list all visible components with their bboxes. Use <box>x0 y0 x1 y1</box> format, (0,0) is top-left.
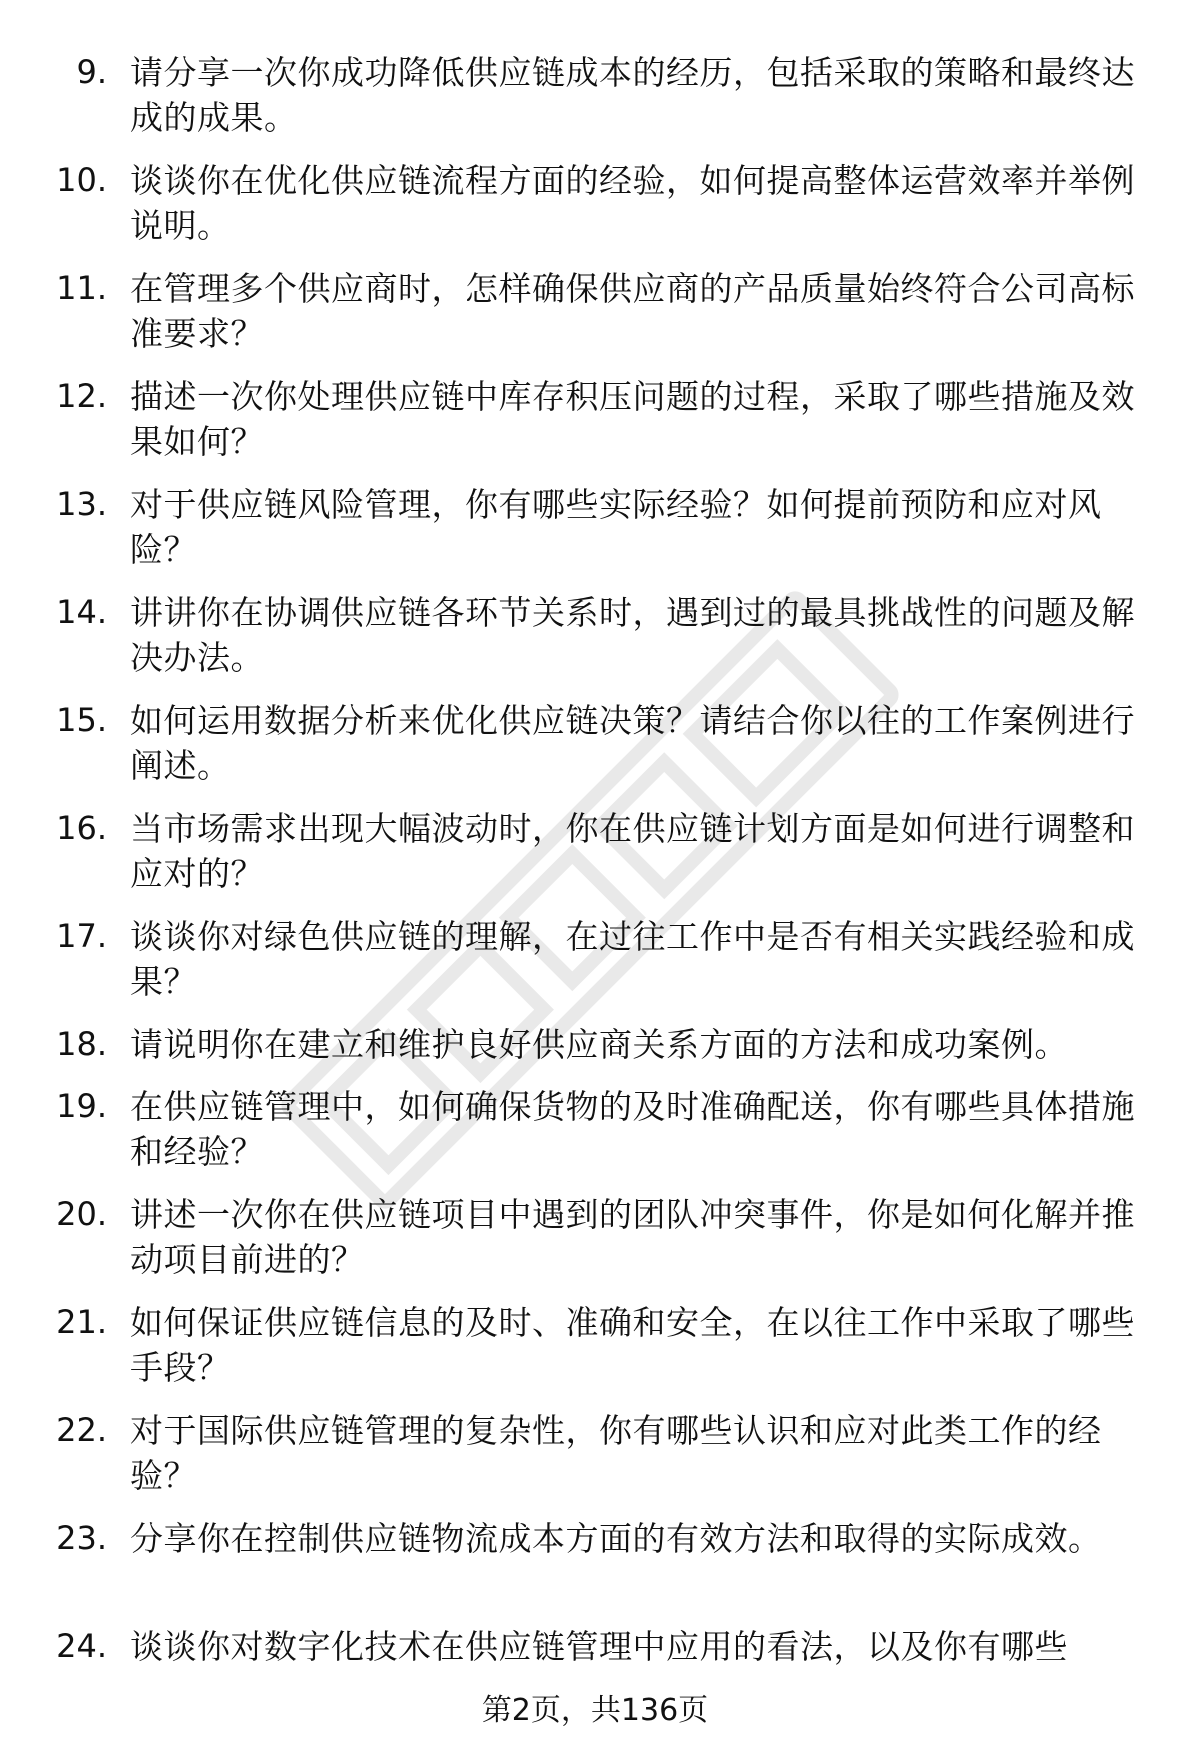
list-item <box>0 698 1190 806</box>
question-text: 请分享一次你成功降低供应链成本的经历，包括采取的策略和最终达成的成果。 <box>130 53 1135 137</box>
question-text: 当市场需求出现大幅波动时，你在供应链计划方面是如何进行调整和应对的？ <box>130 809 1135 893</box>
question-number: 20. <box>56 1195 107 1233</box>
list-item <box>0 1084 1190 1192</box>
question-text: 谈谈你在优化供应链流程方面的经验，如何提高整体运营效率并举例说明。 <box>130 161 1135 245</box>
question-number: 21. <box>56 1303 107 1341</box>
question-text: 对于国际供应链管理的复杂性，你有哪些认识和应对此类工作的经验？ <box>130 1411 1102 1495</box>
question-number: 19. <box>56 1087 107 1125</box>
list-item <box>0 1516 1190 1624</box>
question-number: 11. <box>56 269 107 307</box>
list-item <box>0 482 1190 590</box>
list-item <box>0 1408 1190 1516</box>
question-text: 在管理多个供应商时，怎样确保供应商的产品质量始终符合公司高标准要求？ <box>130 269 1135 353</box>
question-number: 14. <box>56 593 107 631</box>
question-text: 谈谈你对绿色供应链的理解，在过往工作中是否有相关实践经验和成果？ <box>130 917 1135 1001</box>
list-item <box>0 1624 1190 1686</box>
question-text: 分享你在控制供应链物流成本方面的有效方法和取得的实际成效。 <box>130 1519 1102 1558</box>
list-item <box>0 266 1190 374</box>
question-number: 17. <box>56 917 107 955</box>
question-text: 如何保证供应链信息的及时、准确和安全，在以往工作中采取了哪些手段？ <box>130 1303 1135 1387</box>
question-number: 13. <box>56 485 107 523</box>
question-number: 24. <box>56 1627 107 1665</box>
question-list <box>0 50 1190 1686</box>
list-item <box>0 50 1190 158</box>
question-number: 12. <box>56 377 107 415</box>
page-number: 第2页，共136页 <box>481 1693 709 1728</box>
question-number: 9. <box>76 53 107 91</box>
list-item <box>0 590 1190 698</box>
list-item <box>0 1300 1190 1408</box>
question-number: 18. <box>56 1025 107 1063</box>
question-text: 讲述一次你在供应链项目中遇到的团队冲突事件，你是如何化解并推动项目前进的？ <box>130 1195 1135 1279</box>
question-text: 如何运用数据分析来优化供应链决策？请结合你以往的工作案例进行阐述。 <box>130 701 1135 785</box>
question-number: 23. <box>56 1519 107 1557</box>
question-number: 15. <box>56 701 107 739</box>
list-item <box>0 1022 1190 1084</box>
question-number: 10. <box>56 161 107 199</box>
list-item <box>0 158 1190 266</box>
list-item <box>0 1192 1190 1300</box>
question-number: 16. <box>56 809 107 847</box>
question-number: 22. <box>56 1411 107 1449</box>
question-text: 讲讲你在协调供应链各环节关系时，遇到过的最具挑战性的问题及解决办法。 <box>130 593 1135 677</box>
list-item <box>0 374 1190 482</box>
list-item <box>0 806 1190 914</box>
question-text: 描述一次你处理供应链中库存积压问题的过程，采取了哪些措施及效果如何？ <box>130 377 1135 461</box>
question-text: 请说明你在建立和维护良好供应商关系方面的方法和成功案例。 <box>130 1025 1068 1064</box>
question-text: 谈谈你对数字化技术在供应链管理中应用的看法，以及你有哪些 <box>130 1627 1068 1666</box>
question-text: 在供应链管理中，如何确保货物的及时准确配送，你有哪些具体措施和经验？ <box>130 1087 1135 1171</box>
question-text: 对于供应链风险管理，你有哪些实际经验？如何提前预防和应对风险？ <box>130 485 1102 569</box>
list-item <box>0 914 1190 1022</box>
